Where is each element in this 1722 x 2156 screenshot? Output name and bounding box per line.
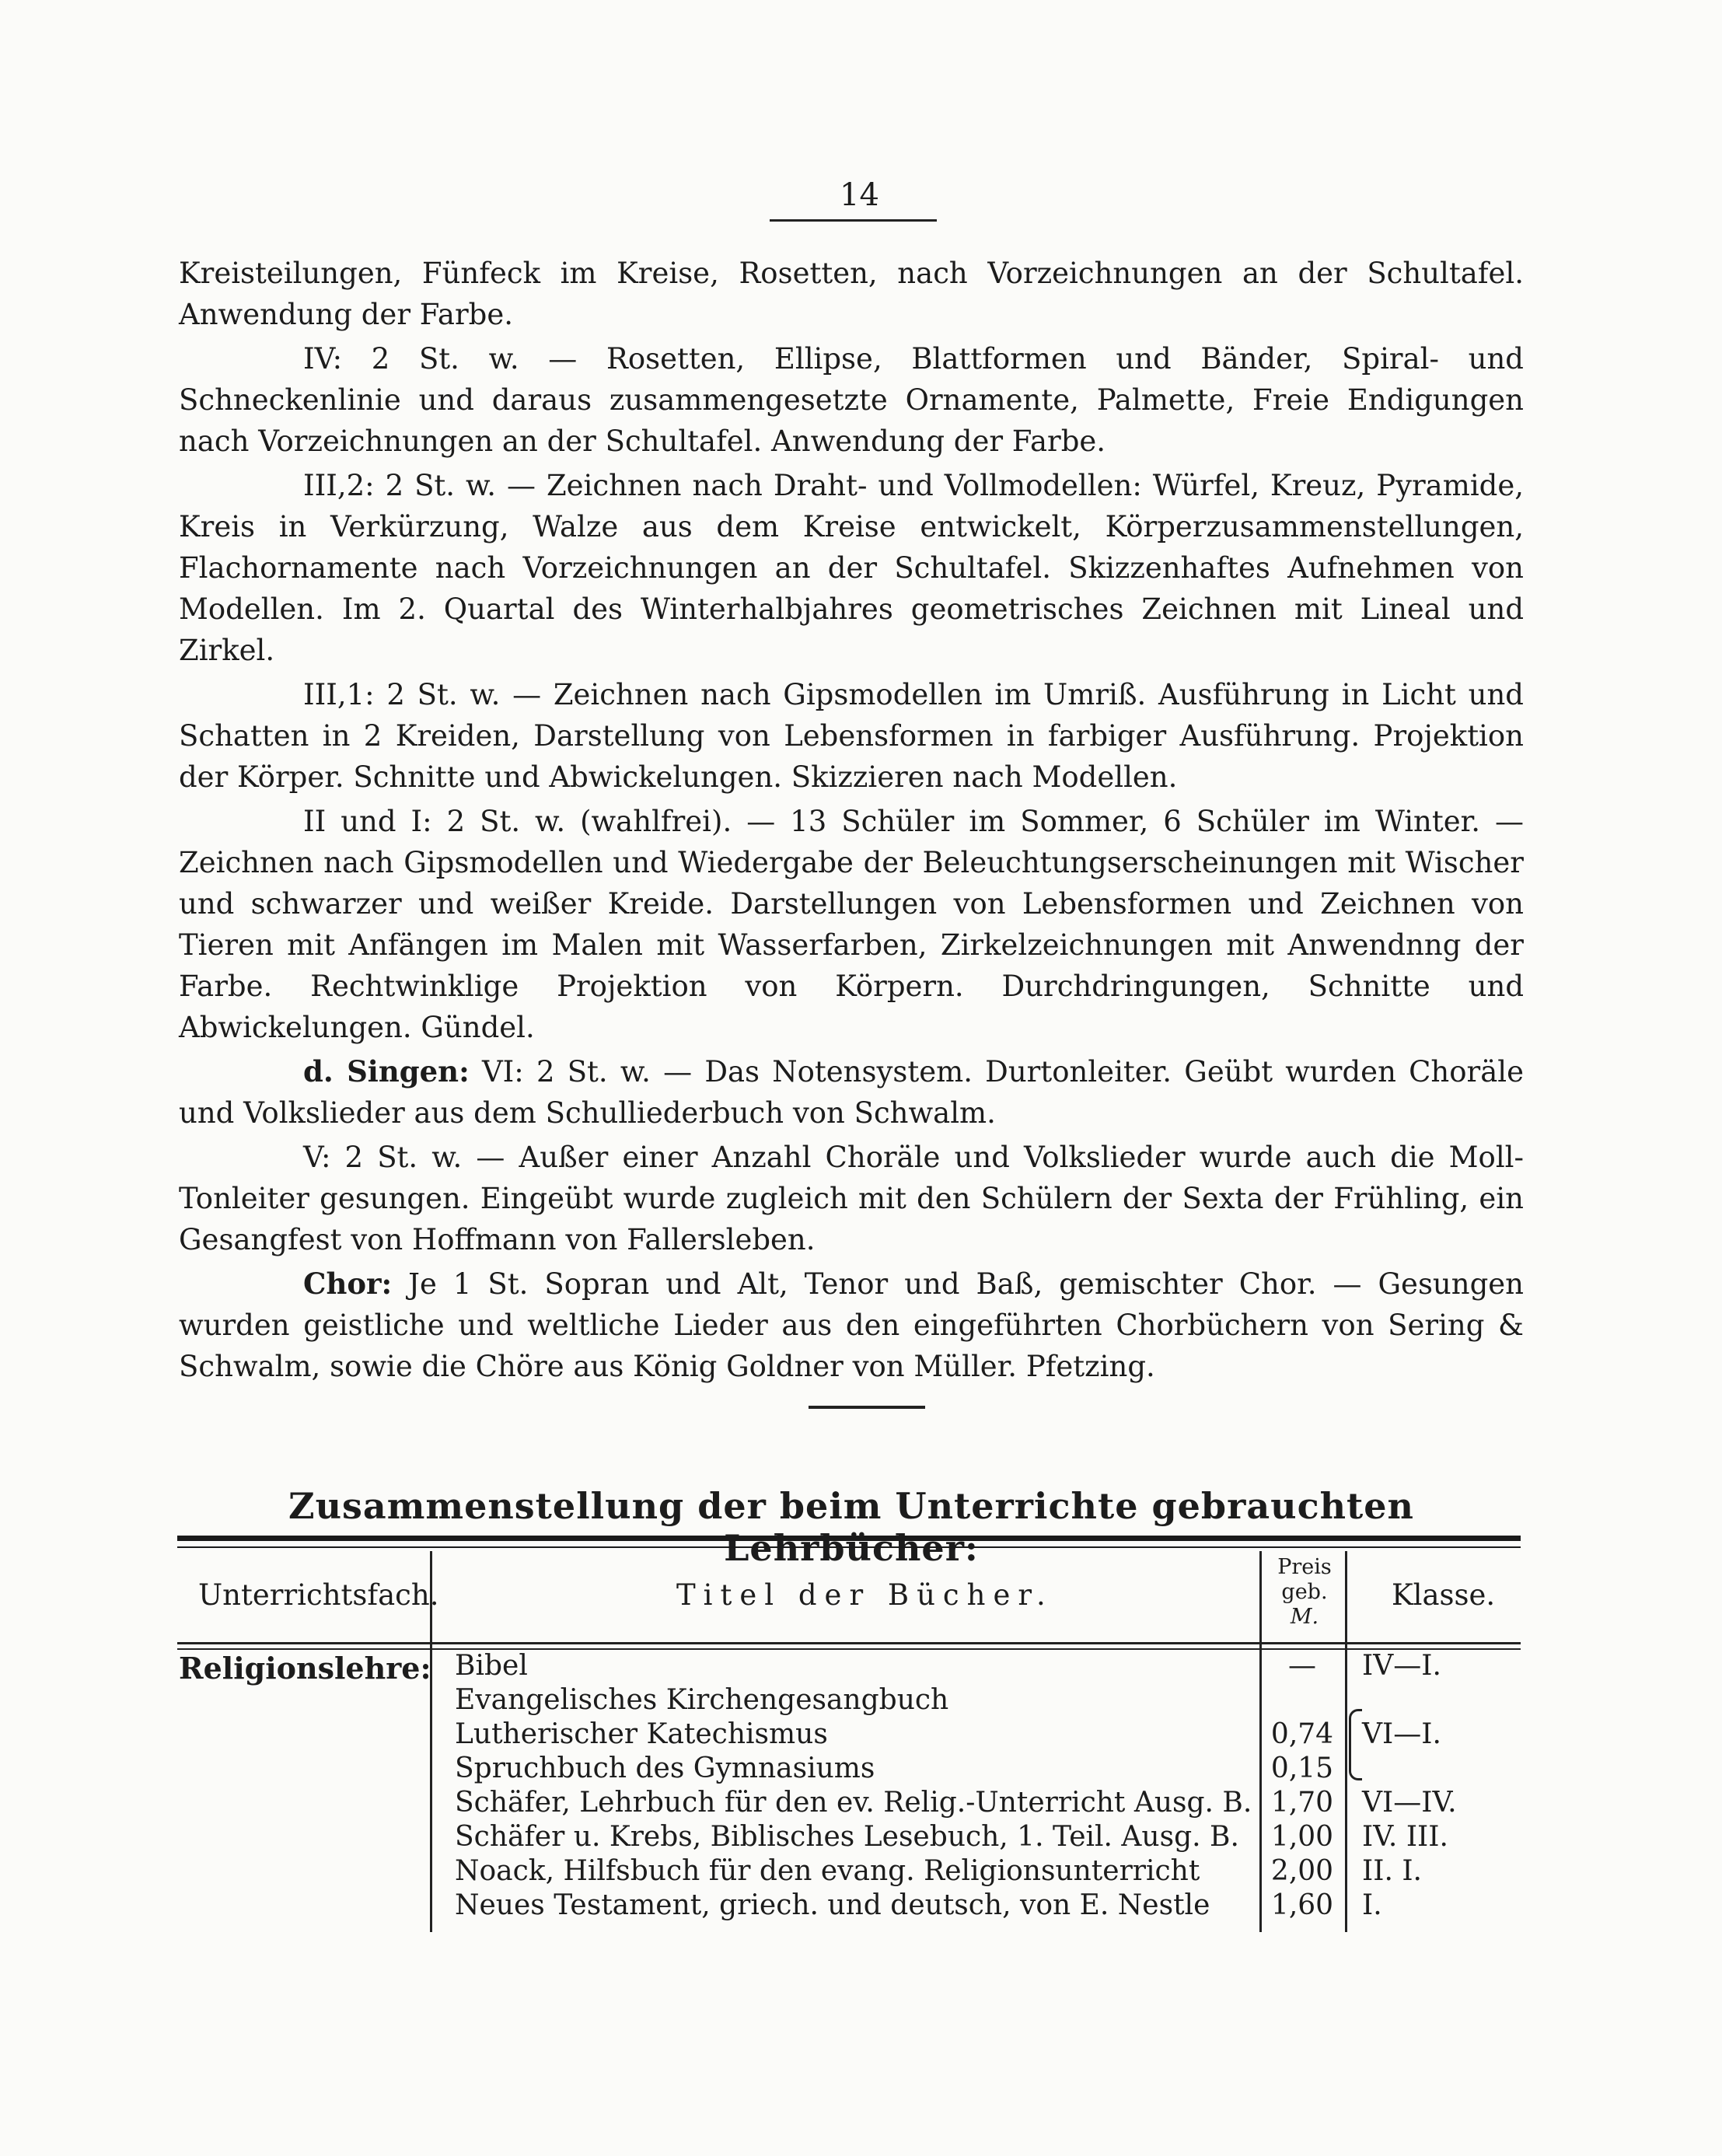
paragraph — [179, 1051, 1524, 1134]
table-title-rule-thick — [177, 1536, 1521, 1541]
book-price: 1,60 — [1270, 1889, 1334, 1921]
class-brace — [1349, 1709, 1362, 1780]
book-class: IV—I. — [1362, 1650, 1441, 1682]
paragraph-lead: Chor: — [303, 1267, 393, 1301]
book-title: Schäfer, Lehrbuch für den ev. Relig.-Unterricht Ausg. B. — [455, 1787, 1252, 1819]
table-row — [0, 1821, 1722, 1855]
section-divider — [809, 1406, 925, 1409]
table-title-rule-thin — [177, 1546, 1521, 1548]
body-text — [179, 253, 1524, 1390]
header-price-line1: Preis — [1277, 1555, 1332, 1579]
book-title: Lutherischer Katechismus — [455, 1718, 828, 1750]
book-class: II. I. — [1362, 1855, 1422, 1887]
book-class: VI—I. — [1362, 1718, 1441, 1750]
subject-religionslehre: Religionslehre: — [179, 1651, 431, 1686]
table-row — [0, 1787, 1722, 1821]
book-price: 0,74 — [1270, 1718, 1334, 1750]
table-row — [0, 1650, 1722, 1684]
paragraph — [179, 253, 1524, 335]
paragraph — [179, 1137, 1524, 1260]
book-title: Neues Testament, griech. und deutsch, von E. Nestle — [455, 1889, 1210, 1921]
book-class: IV. III. — [1362, 1821, 1448, 1853]
paragraph-text: V: 2 St. w. — Außer einer Anzahl Choräle und Volkslieder wurde auch die Moll-Tonleiter gesungen. Eingeübt wurde zugleich mit den Schülern der Sexta der Frühling, ein Gesangfest von Hoffmann von Fallersleben. — [179, 1141, 1524, 1256]
paragraph-text: IV: 2 St. w. — Rosetten, Ellipse, Blattformen und Bänder, Spiral- und Schneckenlinie und daraus zusammengesetzte Ornamente, Palmette, Freie Endigungen nach Vorzeichnungen an der Schultafel. Anwendung der Farbe. — [179, 342, 1524, 458]
paragraph-text: VI: 2 St. w. — Das Notensystem. Durtonleiter. Geübt wurden Choräle und Volkslieder aus dem Schulliederbuch von Schwalm. — [179, 1055, 1524, 1130]
paragraph-text: III,1: 2 St. w. — Zeichnen nach Gipsmodellen im Umriß. Ausführung in Licht und Schatten in 2 Kreiden, Darstellung von Lebensformen in farbiger Ausführung. Projektion der Körper. Schnitte und Abwickelungen. Skizzieren nach Modellen. — [179, 678, 1524, 794]
book-title: Bibel — [455, 1650, 528, 1682]
header-price-line3: M. — [1290, 1605, 1319, 1629]
table-row — [0, 1752, 1722, 1787]
paragraph-text: Kreisteilungen, Fünfeck im Kreise, Rosetten, nach Vorzeichnungen an der Schultafel. Anwendung der Farbe. — [179, 257, 1524, 331]
paragraph-text: III,2: 2 St. w. — Zeichnen nach Draht- und Vollmodellen: Würfel, Kreuz, Pyramide, Kreis in Verkürzung, Walze aus dem Kreise entwickelt, Körperzusammenstellungen, Flachornamente nach Vorzeichnungen an der Schultafel. Skizzenhaftes Aufnehmen von Modellen. Im 2. Quartal des Winterhalbjahres geometrisches Zeichnen mit Lineal und Zirkel. — [179, 469, 1524, 667]
table-row — [0, 1855, 1722, 1889]
paragraph — [179, 674, 1524, 798]
paragraph-text: Je 1 St. Sopran und Alt, Tenor und Baß, gemischter Chor. — Gesungen wurden geistliche und weltliche Lieder aus den eingeführten Chorbüchern von Sering & Schwalm, sowie die Chöre aus König Goldner von Müller. Pfetzing. — [179, 1267, 1524, 1383]
paragraph-text: II und I: 2 St. w. (wahlfrei). — 13 Schüler im Sommer, 6 Schüler im Winter. — Zeichnen nach Gipsmodellen und Wiedergabe der Beleuchtungserscheinungen mit Wischer und schwarzer und weißer Kreide. Darstellungen von Lebensformen und Zeichnen von Tieren mit Anfängen im Malen mit Wasserfarben, Zirkelzeichnungen mit Anwendnng der Farbe. Rechtwinklige Projektion von Körpern. Durchdringungen, Schnitte und Abwickelungen. Gündel. — [179, 805, 1524, 1044]
paragraph — [179, 1263, 1524, 1387]
paragraph — [179, 801, 1524, 1048]
book-title: Evangelisches Kirchengesangbuch — [455, 1684, 949, 1716]
book-price: 0,15 — [1270, 1752, 1334, 1784]
book-class: I. — [1362, 1889, 1382, 1921]
paragraph-lead: d. Singen: — [303, 1054, 470, 1088]
table-header-rule — [177, 1642, 1521, 1644]
table-title: Zusammenstellung der beim Unterrichte gebrauchten Lehrbücher: — [288, 1485, 1414, 1569]
book-price: — — [1288, 1650, 1316, 1682]
book-price: 2,00 — [1270, 1855, 1334, 1887]
header-subject: Unterrichtsfach. — [198, 1578, 439, 1612]
header-price-line2: geb. — [1281, 1580, 1328, 1604]
book-class: VI—IV. — [1362, 1787, 1457, 1819]
table-row — [0, 1718, 1722, 1752]
header-price — [1258, 1555, 1351, 1630]
page-number-rule — [770, 219, 937, 222]
book-price: 1,00 — [1270, 1821, 1334, 1853]
page-number: 14 — [840, 177, 879, 213]
header-titles: Titel der Bücher. — [676, 1578, 1053, 1612]
paragraph — [179, 338, 1524, 462]
table-row — [0, 1889, 1722, 1924]
book-price: 1,70 — [1270, 1787, 1334, 1819]
book-title: Schäfer u. Krebs, Biblisches Lesebuch, 1. Teil. Ausg. B. — [455, 1821, 1239, 1853]
book-title: Spruchbuch des Gymnasiums — [455, 1752, 875, 1784]
paragraph — [179, 465, 1524, 671]
table-row — [0, 1684, 1722, 1718]
book-title: Noack, Hilfsbuch für den evang. Religionsunterricht — [455, 1855, 1200, 1887]
header-class: Klasse. — [1392, 1578, 1496, 1612]
